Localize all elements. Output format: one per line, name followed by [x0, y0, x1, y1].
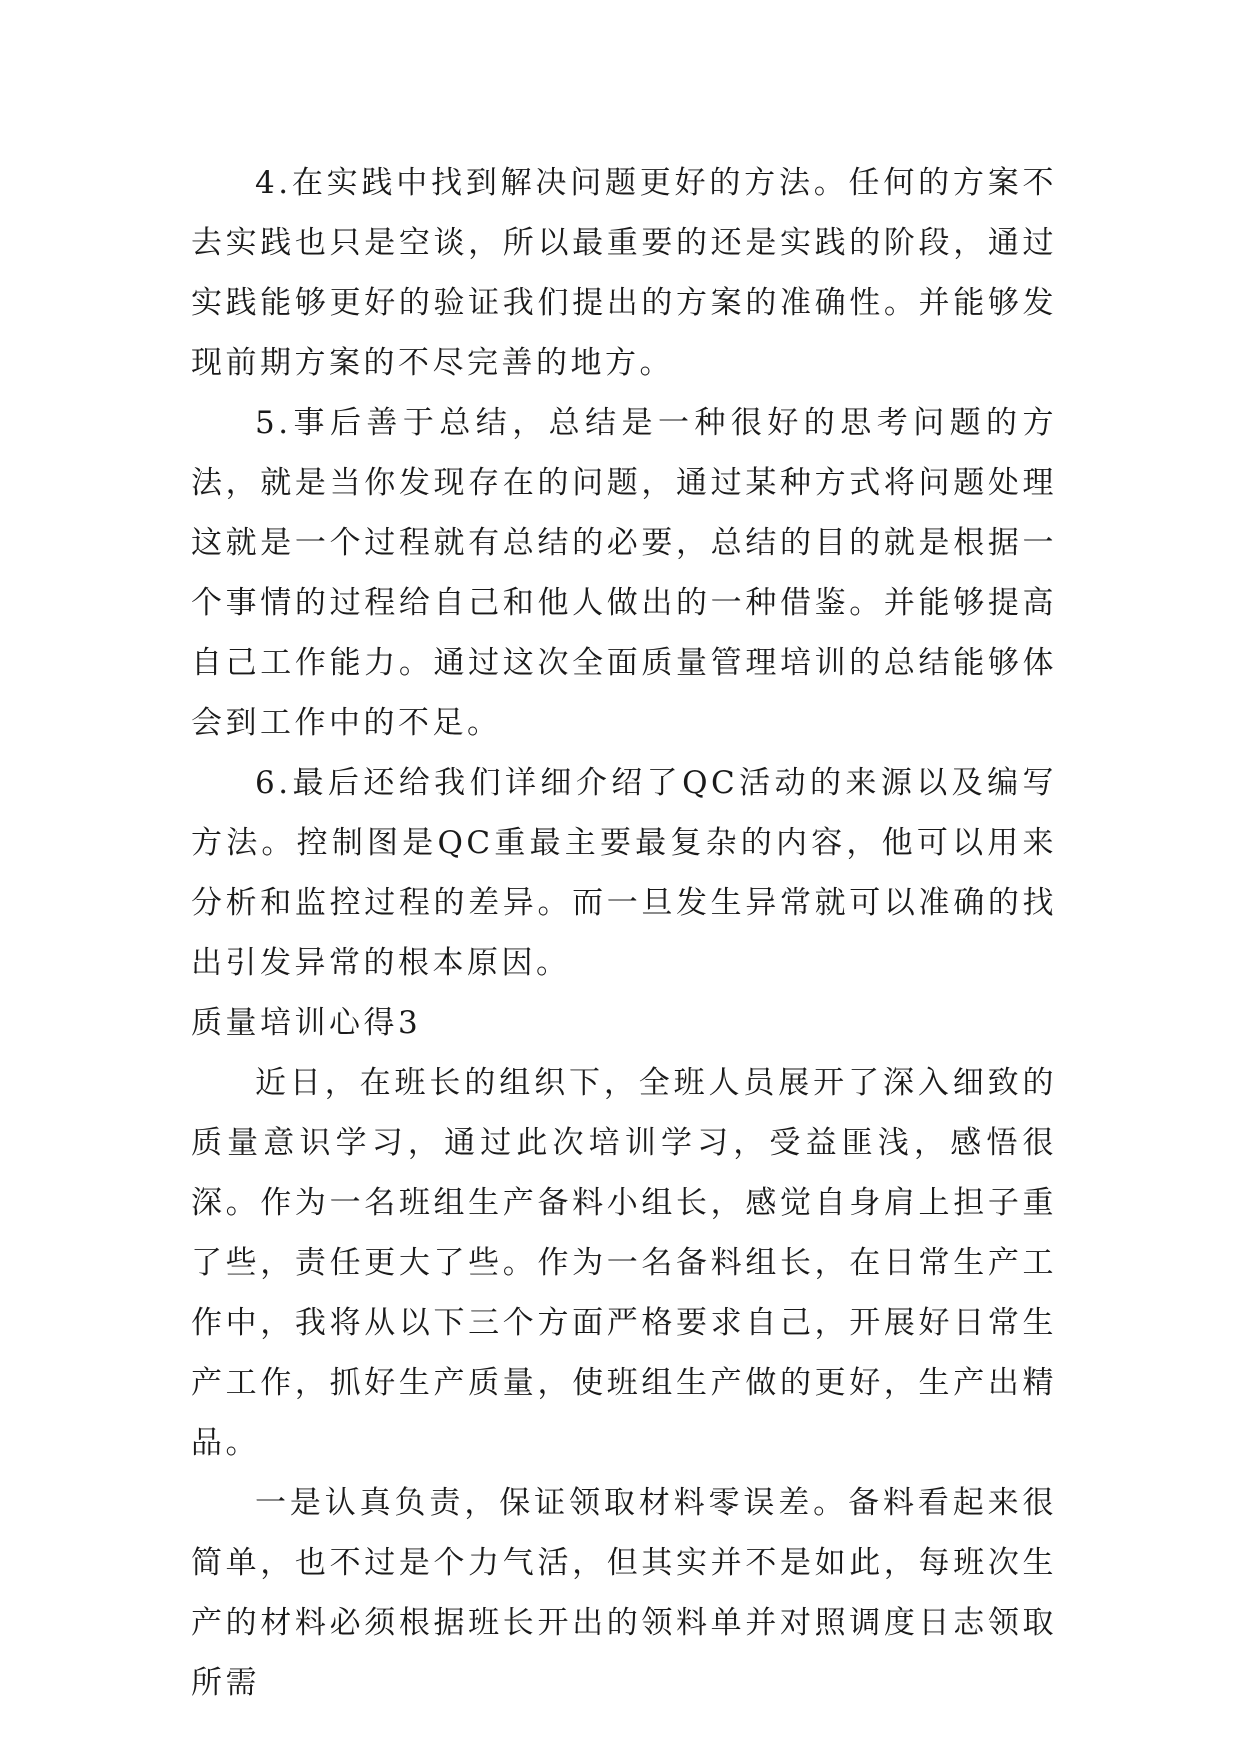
- paragraph-6: 6.最后还给我们详细介绍了QC活动的来源以及编写方法。控制图是QC重最主要最复杂的内容，他可以用来分析和监控过程的差异。而一旦发生异常就可以准确的找出引发异常的根本原因。: [191, 765, 1057, 981]
- section-heading: 质量培训心得3: [191, 1005, 422, 1041]
- document-page: [191, 153, 1057, 1713]
- paragraph-5: 5.事后善于总结，总结是一种很好的思考问题的方法，就是当你发现存在的问题，通过某种方式将问题处理这就是一个过程就有总结的必要，总结的目的就是根据一个事情的过程给自己和他人做出的一种借鉴。并能够提高自己工作能力。通过这次全面质量管理培训的总结能够体会到工作中的不足。: [191, 405, 1057, 741]
- section-paragraph-intro: 近日，在班长的组织下，全班人员展开了深入细致的质量意识学习，通过此次培训学习，受益匪浅，感悟很深。作为一名班组生产备料小组长，感觉自身肩上担子重了些，责任更大了些。作为一名备料组长，在日常生产工作中，我将从以下三个方面严格要求自己，开展好日常生产工作，抓好生产质量，使班组生产做的更好，生产出精品。: [191, 1065, 1057, 1461]
- paragraph-4: 4.在实践中找到解决问题更好的方法。任何的方案不去实践也只是空谈，所以最重要的还是实践的阶段，通过实践能够更好的验证我们提出的方案的准确性。并能够发现前期方案的不尽完善的地方。: [191, 165, 1057, 381]
- section-paragraph-first-point: 一是认真负责，保证领取材料零误差。备料看起来很简单，也不过是个力气活，但其实并不是如此，每班次生产的材料必须根据班长开出的领料单并对照调度日志领取所需: [191, 1485, 1057, 1701]
